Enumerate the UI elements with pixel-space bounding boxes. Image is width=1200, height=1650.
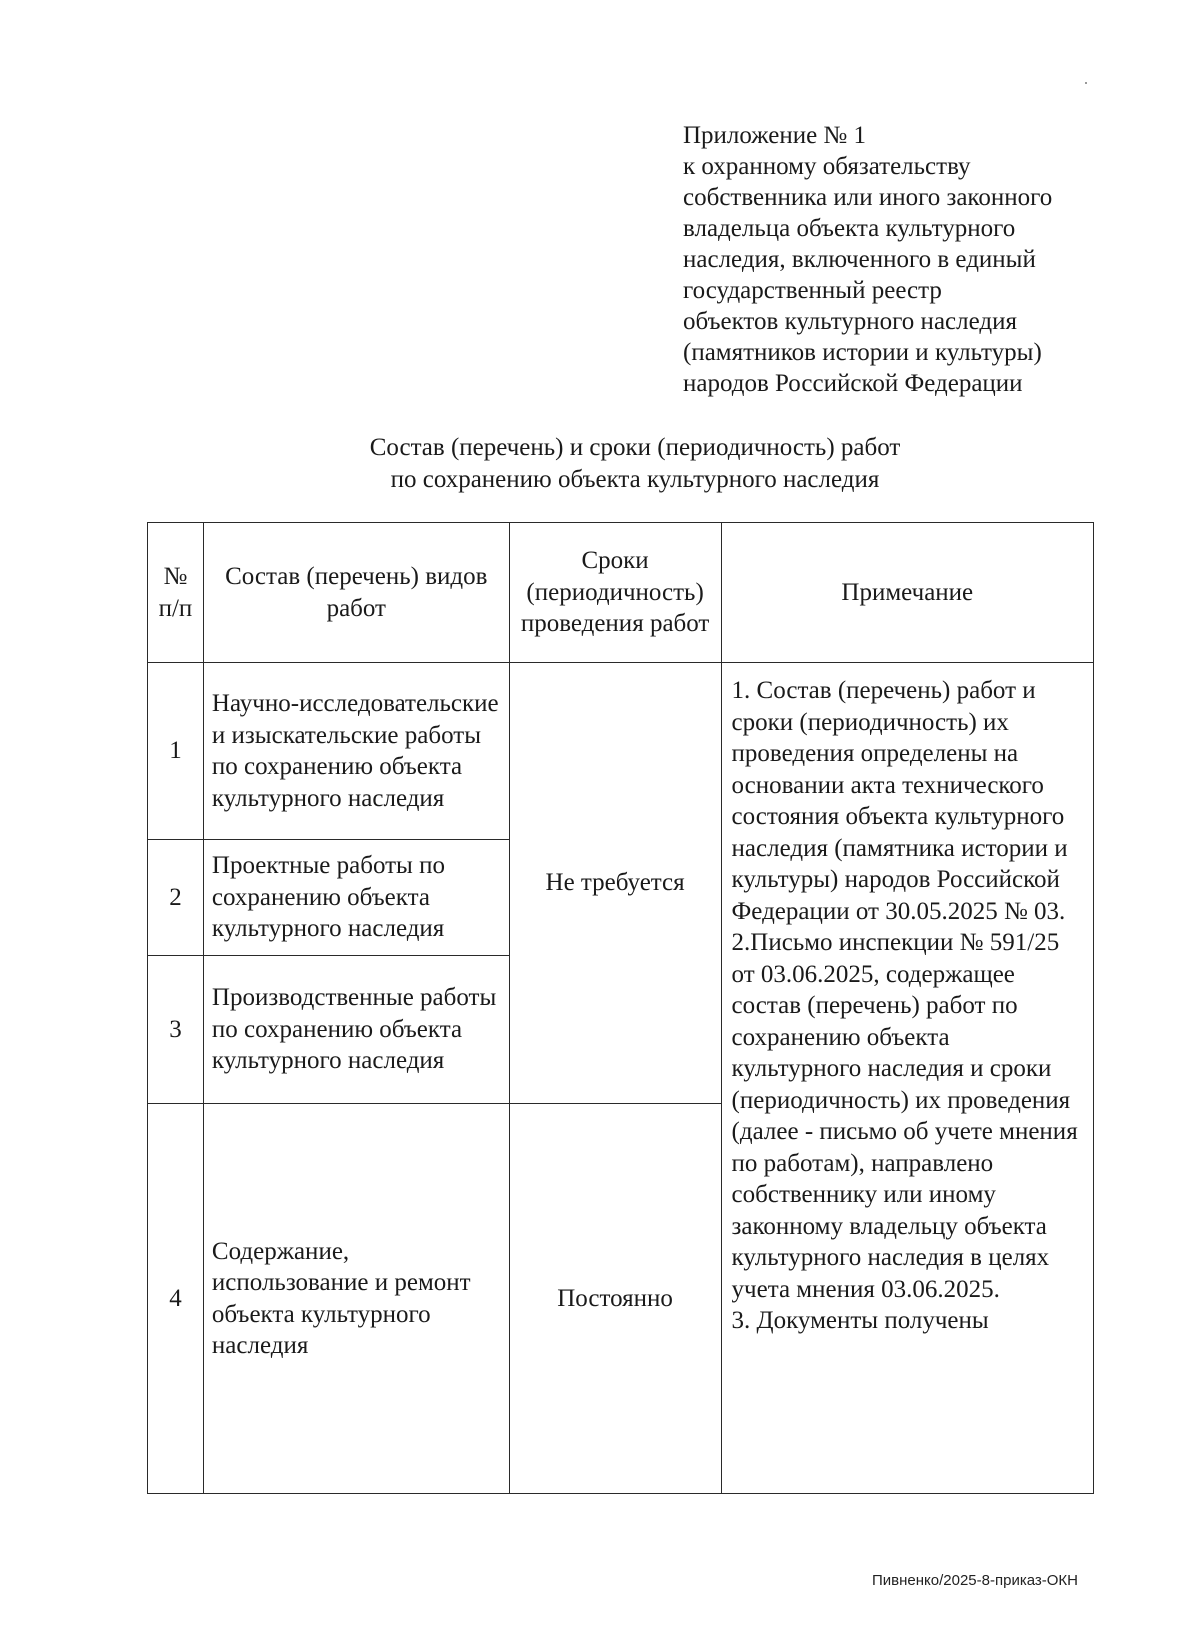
document-title [150, 432, 1120, 496]
appendix-line: государственный реестр [683, 277, 942, 304]
note-paragraph: 2.Письмо инспекции № 591/25 от 03.06.2025, содержащее состав (перечень) работ по сохранению объекта культурного наследия и сроки (периодичность) их проведения (далее - письмо об учете мнения по работам), направлено собственнику или иному законному владельцу объекта культурного наследия в целях учета мнения 03.06.2025. [731, 929, 1078, 1303]
appendix-line: Приложение № 1 [683, 122, 867, 149]
row-works: Производственные работы по сохранению объекта культурного наследия [203, 956, 509, 1104]
appendix-line: (памятников истории и культуры) [683, 339, 1042, 366]
appendix-line: собственника или иного законного [683, 184, 1053, 211]
row-number: 2 [148, 840, 204, 956]
scan-artifact [1085, 82, 1087, 84]
note-paragraph: 3. Документы получены [731, 1307, 989, 1334]
header-works: Состав (перечень) видов работ [203, 523, 509, 663]
appendix-line: народов Российской Федерации [683, 370, 1023, 397]
appendix-line: владельца объекта культурного [683, 215, 1016, 242]
row-works: Научно-исследовательские и изыскательские работы по сохранению объекта культурного наследия [203, 663, 509, 840]
title-line-1: Состав (перечень) и сроки (периодичность) работ [369, 434, 901, 461]
row-number: 4 [148, 1104, 204, 1494]
row-works: Содержание, использование и ремонт объекта культурного наследия [203, 1104, 509, 1494]
header-note: Примечание [721, 523, 1093, 663]
appendix-line: наследия, включенного в единый [683, 246, 1036, 273]
works-table [147, 522, 1094, 1494]
table-header-row [148, 523, 1094, 663]
note-paragraph: 1. Состав (перечень) работ и сроки (периодичность) их проведения определены на основании акта технического состояния объекта культурного наследия (памятника истории и культуры) народов Российской Федерации от 30.05.2025 № 03. [731, 677, 1068, 925]
table-row [148, 663, 1094, 840]
note-cell [721, 663, 1093, 1494]
title-line-2: по сохранению объекта культурного наследия [390, 466, 880, 493]
header-num: № п/п [148, 523, 204, 663]
document-reference: Пивненко/2025-8-приказ-ОКН [872, 1572, 1079, 1589]
row-number: 1 [148, 663, 204, 840]
appendix-line: к охранному обязательству [683, 153, 971, 180]
header-term: Сроки (периодичность) проведения работ [509, 523, 721, 663]
appendix-header [683, 120, 1052, 399]
term-cell-not-required: Не требуется [509, 663, 721, 1104]
term-cell-permanent: Постоянно [509, 1104, 721, 1494]
row-works: Проектные работы по сохранению объекта культурного наследия [203, 840, 509, 956]
row-number: 3 [148, 956, 204, 1104]
appendix-line: объектов культурного наследия [683, 308, 1017, 335]
